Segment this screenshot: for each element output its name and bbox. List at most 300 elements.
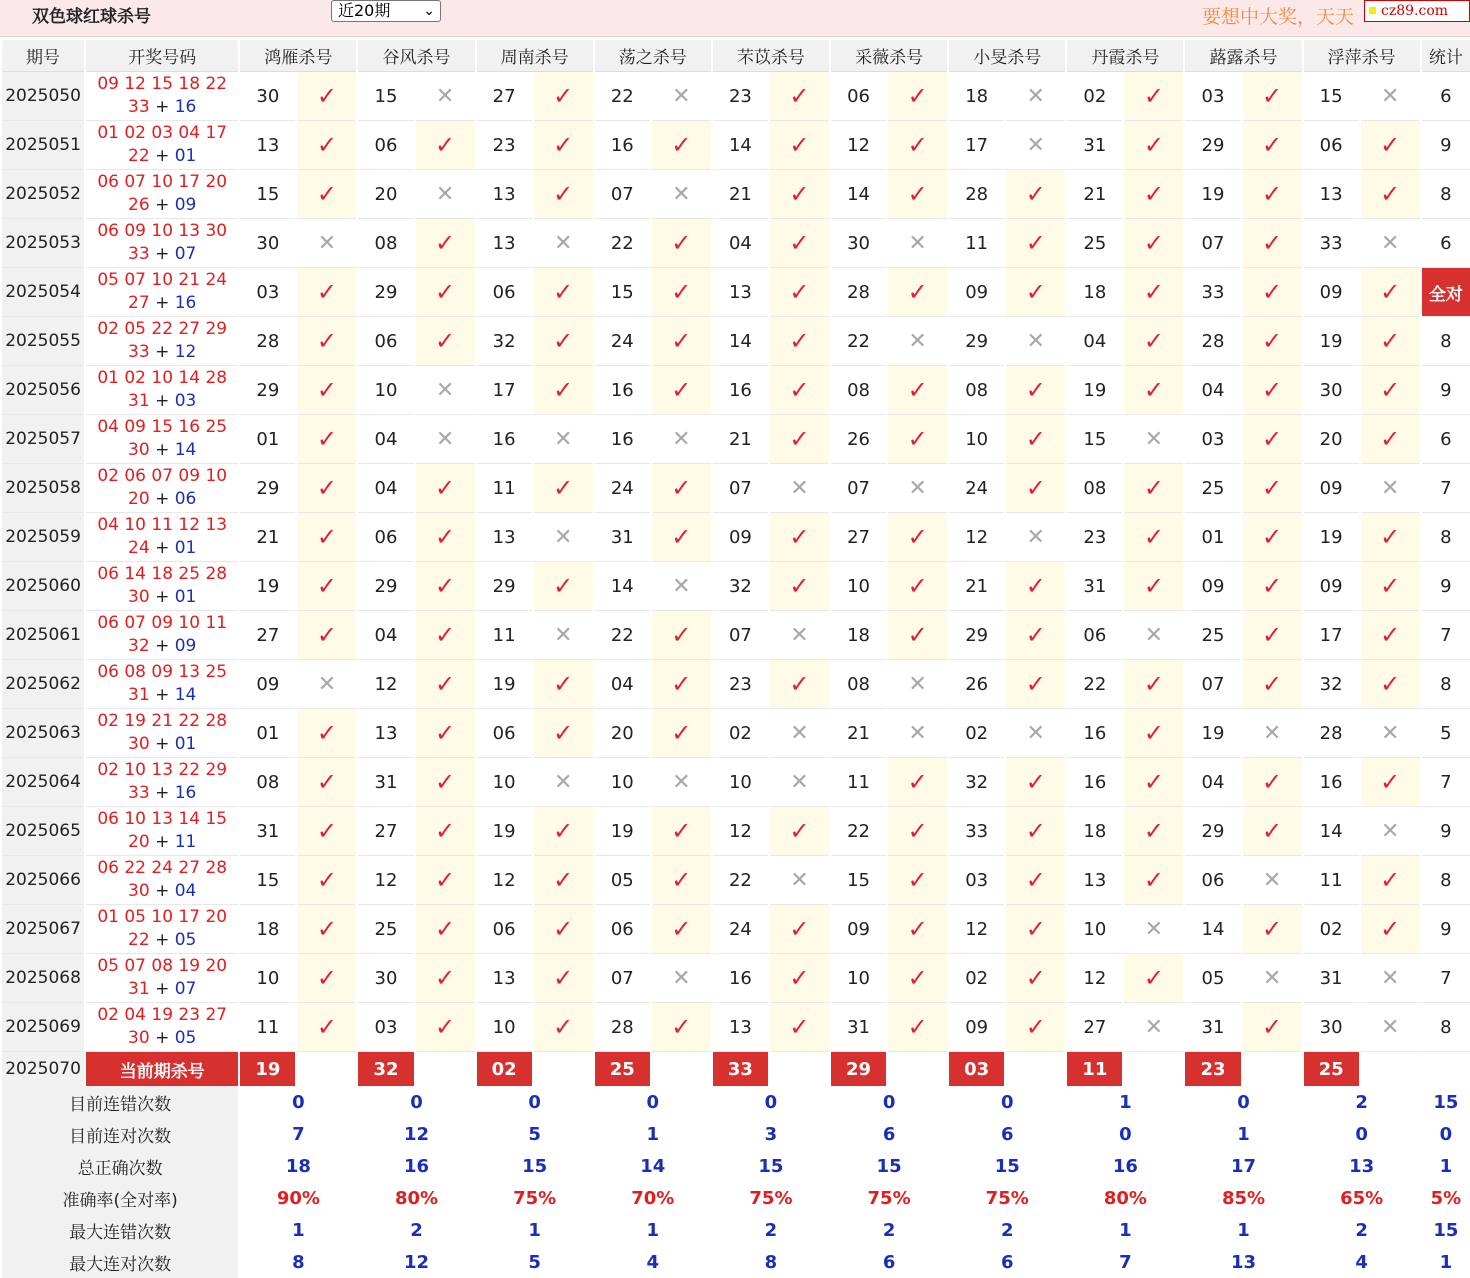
issue-cell: 2025055 [2,317,84,366]
check-icon: ✓ [534,72,593,121]
summary-label: 目前连错次数 [2,1086,238,1118]
kill-number: 31 [595,513,650,562]
check-icon: ✓ [297,562,356,611]
kill-number: 31 [831,1003,886,1052]
kill-number: 28 [240,317,295,366]
summary-stat: 0 [1439,1123,1453,1145]
kill-number: 13 [358,709,413,758]
summary-value: 7 [292,1123,305,1145]
cross-icon: ✕ [534,415,593,464]
plus-sign: + [149,440,175,460]
check-icon: ✓ [1006,660,1065,709]
summary-stat: 1 [1439,1155,1453,1177]
summary-value: 75% [985,1187,1029,1209]
row-stat: 9 [1422,562,1470,611]
table-row [2,1003,1470,1052]
check-icon: ✓ [1006,464,1065,513]
kill-number: 06 [358,317,413,366]
red-balls-line-2 [86,1027,238,1050]
check-icon: ✓ [652,513,711,562]
cross-icon: ✕ [770,758,829,807]
check-icon: ✓ [770,1003,829,1052]
row-stat: 7 [1422,954,1470,1003]
cross-icon: ✕ [416,170,475,219]
blue-ball: 05 [174,930,197,950]
check-icon: ✓ [1243,905,1302,954]
check-icon: ✓ [1243,758,1302,807]
kill-number: 19 [1185,709,1240,758]
red-balls-line-1: 01 02 10 14 28 [97,368,228,388]
check-icon: ✓ [534,366,593,415]
red-ball-last: 30 [128,881,150,901]
check-icon: ✓ [534,268,593,317]
check-icon: ✓ [416,464,475,513]
check-icon: ✓ [1124,562,1183,611]
kill-number: 12 [949,905,1004,954]
table-row [2,856,1470,905]
kill-number: 33 [949,807,1004,856]
col-expert-header: 芣苡杀号 [713,40,829,72]
check-icon: ✓ [297,856,356,905]
check-icon: ✓ [297,954,356,1003]
blue-ball: 16 [174,97,197,117]
kill-number: 29 [240,366,295,415]
kill-number: 10 [595,758,650,807]
kill-number: 21 [1067,170,1122,219]
summary-value: 2 [1355,1091,1368,1113]
kill-number: 31 [1185,1003,1240,1052]
issue-cell: 2025065 [2,807,84,856]
kill-number: 11 [477,464,532,513]
kill-number: 07 [831,464,886,513]
plus-sign: + [149,930,175,950]
summary-value: 6 [882,1123,896,1145]
kill-number: 09 [1304,464,1359,513]
issue-cell: 2025052 [2,170,84,219]
kill-number: 01 [1185,513,1240,562]
check-icon: ✓ [1361,660,1420,709]
check-icon: ✓ [534,856,593,905]
current-kill-spacer [1006,1052,1065,1086]
kill-number: 02 [949,954,1004,1003]
red-balls-line-2 [86,782,238,805]
kill-number: 17 [477,366,532,415]
check-icon: ✓ [652,317,711,366]
summary-row [2,1118,1470,1150]
kill-number: 29 [949,611,1004,660]
table-row [2,415,1470,464]
kill-number: 15 [595,268,650,317]
row-stat: 7 [1422,464,1470,513]
current-kill-spacer [652,1052,711,1086]
check-icon: ✓ [416,709,475,758]
kill-number: 15 [240,856,295,905]
kill-number: 10 [713,758,768,807]
check-icon: ✓ [888,1003,947,1052]
summary-label: 总正确次数 [2,1150,238,1182]
issue-cell: 2025056 [2,366,84,415]
current-kill-spacer [1243,1052,1302,1086]
check-icon: ✓ [770,415,829,464]
check-icon: ✓ [1006,219,1065,268]
logo-dot-icon [1369,7,1376,14]
red-ball-last: 33 [128,342,150,362]
summary-value: 0 [528,1091,541,1113]
check-icon: ✓ [1243,170,1302,219]
kill-number: 07 [713,611,768,660]
summary-value: 1 [1237,1219,1250,1241]
col-expert-header: 丹霞杀号 [1067,40,1183,72]
summary-value: 0 [1237,1091,1250,1113]
row-stat: 8 [1422,856,1470,905]
kill-number: 05 [1185,954,1240,1003]
summary-row [2,1246,1470,1278]
kill-number: 31 [1067,121,1122,170]
table-row [2,709,1470,758]
red-balls-line-2 [86,194,238,217]
kill-number: 25 [1185,611,1240,660]
red-ball-last: 30 [128,734,150,754]
kill-number: 03 [1185,72,1240,121]
kill-number: 33 [1185,268,1240,317]
row-stat: 8 [1422,170,1470,219]
blue-ball: 11 [174,832,197,852]
kill-number: 31 [1067,562,1122,611]
kill-number: 12 [477,856,532,905]
period-select[interactable] [331,0,441,22]
draw-numbers [86,1003,238,1052]
red-balls-line-1: 06 08 09 13 25 [97,662,228,682]
red-balls-line-2 [86,586,238,609]
red-balls-line-2 [86,978,238,1001]
red-ball-last: 31 [128,979,150,999]
red-balls-line-1: 06 22 24 27 28 [97,858,228,878]
kill-number: 21 [713,170,768,219]
kill-number: 12 [713,807,768,856]
kill-number: 10 [949,415,1004,464]
summary-value: 75% [749,1187,793,1209]
kill-number: 06 [831,72,886,121]
blue-ball: 09 [174,636,197,656]
check-icon: ✓ [1243,1003,1302,1052]
kill-number: 17 [949,121,1004,170]
table-row [2,807,1470,856]
kill-number: 04 [1185,758,1240,807]
kill-number: 08 [949,366,1004,415]
draw-numbers [86,807,238,856]
red-balls-line-1: 06 07 10 17 20 [97,172,228,192]
kill-number: 21 [240,513,295,562]
red-balls-line-1: 06 14 18 25 28 [97,564,228,584]
kill-number: 30 [240,72,295,121]
draw-numbers [86,464,238,513]
summary-value: 18 [285,1155,311,1177]
summary-value: 15 [522,1155,548,1177]
blue-ball: 01 [174,146,197,166]
check-icon: ✓ [652,219,711,268]
row-stat: 8 [1422,660,1470,709]
kill-number: 13 [1067,856,1122,905]
kill-number: 16 [595,121,650,170]
kill-number: 22 [595,611,650,660]
table-row [2,219,1470,268]
kill-number: 14 [1185,905,1240,954]
check-icon: ✓ [888,562,947,611]
check-icon: ✓ [888,72,947,121]
kill-number: 22 [713,856,768,905]
draw-numbers [86,415,238,464]
summary-value: 16 [403,1155,430,1177]
summary-value: 0 [882,1091,896,1113]
check-icon: ✓ [652,807,711,856]
kill-number: 13 [477,219,532,268]
plus-sign: + [149,97,175,117]
check-icon: ✓ [1243,464,1302,513]
kill-number: 23 [713,72,768,121]
red-ball-last: 26 [128,195,150,215]
issue-cell: 2025050 [2,72,84,121]
check-icon: ✓ [652,660,711,709]
kill-number: 15 [1304,72,1359,121]
issue-cell: 2025053 [2,219,84,268]
check-icon: ✓ [297,268,356,317]
plus-sign: + [149,636,175,656]
red-balls-line-2 [86,684,238,707]
draw-numbers [86,268,238,317]
red-balls-line-2 [86,243,238,266]
summary-value: 4 [1355,1251,1368,1273]
col-expert-header: 周南杀号 [477,40,593,72]
cross-icon: ✕ [534,513,593,562]
kill-number: 30 [831,219,886,268]
cross-icon: ✕ [652,954,711,1003]
kill-number: 32 [477,317,532,366]
check-icon: ✓ [416,954,475,1003]
kill-number: 03 [358,1003,413,1052]
red-balls-line-2 [86,537,238,560]
check-icon: ✓ [888,513,947,562]
kill-number: 12 [358,856,413,905]
issue-cell: 2025059 [2,513,84,562]
check-icon: ✓ [652,464,711,513]
check-icon: ✓ [888,954,947,1003]
summary-value: 0 [646,1091,660,1113]
check-icon: ✓ [416,513,475,562]
site-logo[interactable] [1364,0,1470,22]
kill-number: 08 [240,758,295,807]
check-icon: ✓ [652,856,711,905]
kill-number: 13 [477,513,532,562]
blue-ball: 07 [174,979,197,999]
draw-numbers [86,562,238,611]
kill-number: 28 [595,1003,650,1052]
current-kill-spacer [297,1052,356,1086]
red-balls-line-1: 01 02 03 04 17 [97,123,228,143]
issue-cell: 2025061 [2,611,84,660]
red-balls-line-2 [86,831,238,854]
red-balls-line-2 [86,292,238,315]
kill-number: 32 [949,758,1004,807]
table-row [2,72,1470,121]
kill-number: 19 [1304,317,1359,366]
kill-number: 08 [831,660,886,709]
red-balls-line-2 [86,439,238,462]
check-icon: ✓ [1361,562,1420,611]
check-icon: ✓ [888,856,947,905]
summary-value: 15 [994,1155,1020,1177]
red-ball-last: 33 [128,783,150,803]
kill-number: 19 [595,807,650,856]
check-icon: ✓ [1006,905,1065,954]
table-row [2,905,1470,954]
kill-number: 14 [595,562,650,611]
check-icon: ✓ [416,121,475,170]
summary-value: 8 [292,1251,305,1273]
blue-ball: 01 [174,538,197,558]
draw-numbers [86,758,238,807]
col-draw-header: 开奖号码 [86,40,238,72]
cross-icon: ✕ [652,72,711,121]
check-icon: ✓ [1124,954,1183,1003]
red-balls-line-1: 06 09 10 13 30 [97,221,228,241]
check-icon: ✓ [1124,513,1183,562]
summary-value: 15 [758,1155,784,1177]
check-icon: ✓ [297,1003,356,1052]
cross-icon: ✕ [1006,709,1065,758]
red-balls-line-1: 02 10 13 22 29 [97,760,228,780]
row-stat: 8 [1422,1003,1470,1052]
check-icon: ✓ [770,268,829,317]
summary-value: 0 [292,1091,305,1113]
kill-number: 16 [595,366,650,415]
kill-number: 10 [831,562,886,611]
red-balls-line-1: 04 10 11 12 13 [97,515,228,535]
check-icon: ✓ [534,1003,593,1052]
kill-number: 06 [358,513,413,562]
check-icon: ✓ [297,317,356,366]
check-icon: ✓ [770,562,829,611]
check-icon: ✓ [652,1003,711,1052]
draw-numbers [86,219,238,268]
check-icon: ✓ [888,366,947,415]
summary-value: 12 [403,1123,430,1145]
kill-number: 07 [595,170,650,219]
row-stat: 6 [1422,219,1470,268]
cross-icon: ✕ [1361,709,1420,758]
check-icon: ✓ [1124,170,1183,219]
kill-number: 11 [240,1003,295,1052]
kill-number: 29 [240,464,295,513]
check-icon: ✓ [416,758,475,807]
kill-number: 06 [477,268,532,317]
check-icon: ✓ [534,170,593,219]
kill-number: 02 [949,709,1004,758]
kill-number: 06 [1304,121,1359,170]
red-balls-line-1: 02 04 19 23 27 [97,1005,228,1025]
check-icon: ✓ [1243,72,1302,121]
kill-number: 27 [477,72,532,121]
kill-number: 06 [477,709,532,758]
summary-value: 4 [646,1251,660,1273]
table-row [2,268,1470,317]
check-icon: ✓ [1006,611,1065,660]
plus-sign: + [149,979,175,999]
check-icon: ✓ [416,611,475,660]
kill-number: 24 [713,905,768,954]
kill-number: 15 [358,72,413,121]
blue-ball: 12 [174,342,197,362]
summary-value: 13 [1230,1251,1257,1273]
cross-icon: ✕ [1006,513,1065,562]
kill-number: 10 [240,954,295,1003]
check-icon: ✓ [652,709,711,758]
kill-number: 22 [595,219,650,268]
cross-icon: ✕ [770,464,829,513]
red-balls-line-1: 05 07 08 19 20 [97,956,228,976]
plus-sign: + [149,832,175,852]
row-stat: 7 [1422,758,1470,807]
summary-value: 0 [764,1091,778,1113]
current-kill-spacer [888,1052,947,1086]
check-icon: ✓ [1243,660,1302,709]
check-icon: ✓ [1361,170,1420,219]
kill-number: 03 [949,856,1004,905]
kill-number: 16 [595,415,650,464]
blue-ball: 07 [174,244,197,264]
summary-value: 75% [867,1187,911,1209]
kill-number: 29 [1185,121,1240,170]
kill-number: 18 [1067,807,1122,856]
check-icon: ✓ [534,709,593,758]
row-stat: 5 [1422,709,1470,758]
cross-icon: ✕ [1361,954,1420,1003]
current-issue-row [2,1052,1470,1086]
kill-number: 20 [358,170,413,219]
summary-value: 15 [876,1155,902,1177]
kill-number-table [0,40,1470,1278]
check-icon: ✓ [297,758,356,807]
kill-number: 32 [1304,660,1359,709]
cross-icon: ✕ [1361,464,1420,513]
current-kill-number: 29 [831,1052,886,1086]
kill-number: 04 [358,611,413,660]
check-icon: ✓ [888,268,947,317]
red-ball-last: 20 [128,832,150,852]
red-ball-last: 30 [128,587,150,607]
check-icon: ✓ [297,415,356,464]
table-row [2,170,1470,219]
plus-sign: + [149,538,175,558]
check-icon: ✓ [534,317,593,366]
check-icon: ✓ [1124,758,1183,807]
kill-number: 13 [477,954,532,1003]
kill-number: 06 [477,905,532,954]
red-ball-last: 30 [128,440,150,460]
kill-number: 17 [1304,611,1359,660]
cross-icon: ✕ [652,170,711,219]
kill-number: 24 [595,464,650,513]
kill-number: 25 [1185,464,1240,513]
summary-value: 16 [1112,1155,1138,1177]
current-kill-spacer [1361,1052,1420,1086]
cross-icon: ✕ [416,415,475,464]
kill-number: 18 [949,72,1004,121]
check-icon: ✓ [770,807,829,856]
kill-number: 13 [477,170,532,219]
check-icon: ✓ [1124,807,1183,856]
current-kill-label: 当前期杀号 [86,1052,238,1086]
check-icon: ✓ [1361,268,1420,317]
